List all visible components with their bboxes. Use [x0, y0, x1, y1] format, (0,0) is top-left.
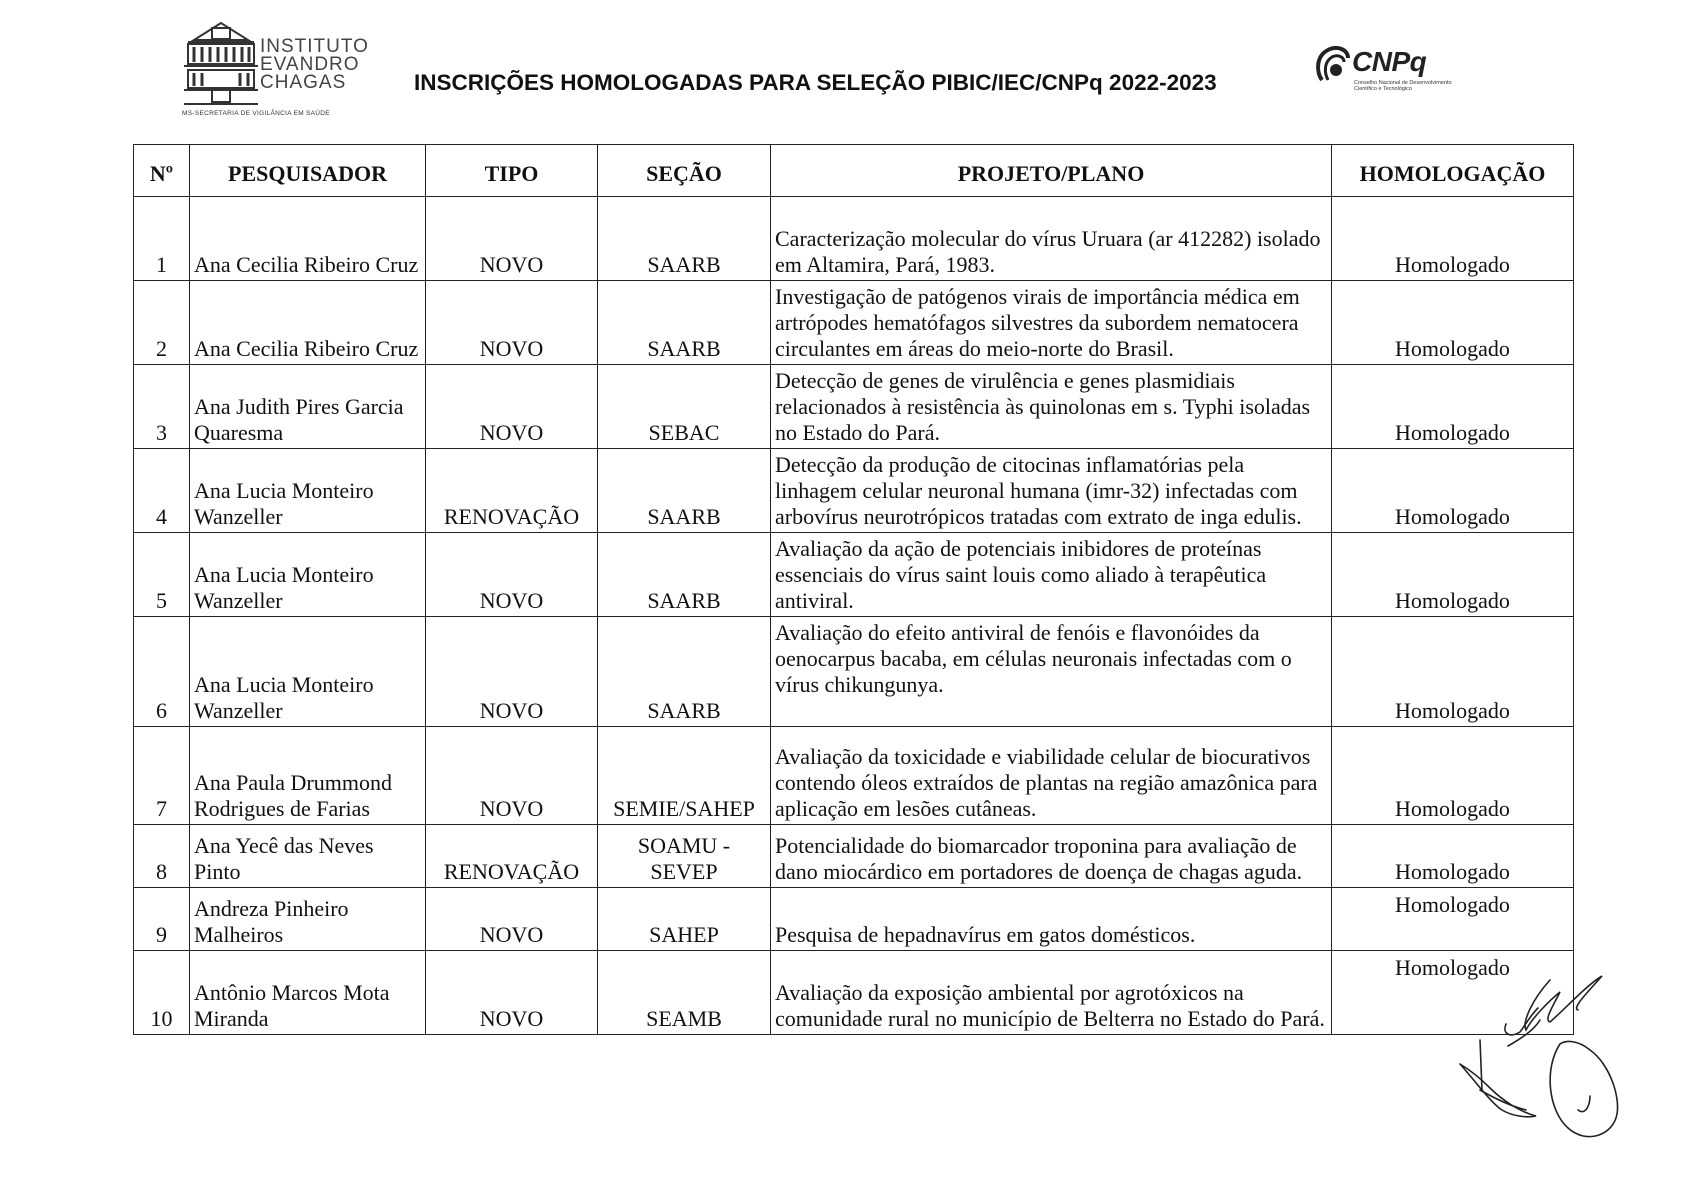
row-number: 1	[134, 197, 190, 281]
researcher-cell: Ana Lucia Monteiro Wanzeller	[190, 617, 426, 727]
researcher-cell: Ana Cecilia Ribeiro Cruz	[190, 281, 426, 365]
institute-line-3: CHAGAS	[260, 72, 347, 93]
row-number: 8	[134, 825, 190, 888]
homologation-cell: Homologado	[1332, 533, 1574, 617]
type-cell: NOVO	[426, 365, 598, 449]
researcher-cell: Ana Paula Drummond Rodrigues de Farias	[190, 727, 426, 825]
table-row	[134, 617, 1574, 727]
section-cell: SAARB	[598, 617, 771, 727]
row-number: 2	[134, 281, 190, 365]
homologation-cell: Homologado	[1332, 365, 1574, 449]
homologation-cell: Homologado	[1332, 888, 1574, 951]
institute-logo	[182, 20, 369, 120]
project-cell: Avaliação da toxicidade e viabilidade celular de biocurativos contendo óleos extraídos de plantas na região amazônica para aplicação em lesões cutâneas.	[771, 727, 1332, 825]
table-row	[134, 727, 1574, 825]
institute-line-2: EVANDRO	[260, 54, 360, 75]
header-type: TIPO	[426, 145, 598, 197]
section-cell: SEMIE/SAHEP	[598, 727, 771, 825]
row-number: 6	[134, 617, 190, 727]
project-cell: Detecção de genes de virulência e genes plasmidiais relacionados à resistência às quinolonas em s. Typhi isoladas no Estado do Pará.	[771, 365, 1332, 449]
table-row	[134, 825, 1574, 888]
page-header	[0, 0, 1685, 140]
cnpq-wordmark: CNPq	[1352, 46, 1427, 77]
section-cell: SEBAC	[598, 365, 771, 449]
row-number: 9	[134, 888, 190, 951]
handwritten-signatures	[1440, 960, 1660, 1160]
section-cell: SAARB	[598, 197, 771, 281]
project-cell: Detecção da produção de citocinas inflamatórias pela linhagem celular neuronal humana (imr-32) infectadas com arbovírus neurotrópicos tratadas com extrato de inga edulis.	[771, 449, 1332, 533]
researcher-cell: Ana Lucia Monteiro Wanzeller	[190, 449, 426, 533]
row-number: 4	[134, 449, 190, 533]
table-row	[134, 281, 1574, 365]
type-cell: NOVO	[426, 727, 598, 825]
table-row	[134, 533, 1574, 617]
header-section: SEÇÃO	[598, 145, 771, 197]
table-row	[134, 449, 1574, 533]
type-cell: RENOVAÇÃO	[426, 449, 598, 533]
cnpq-logo	[1314, 44, 1454, 104]
researcher-cell: Ana Cecilia Ribeiro Cruz	[190, 197, 426, 281]
table-row	[134, 951, 1574, 1035]
researcher-cell: Antônio Marcos Mota Miranda	[190, 951, 426, 1035]
type-cell: NOVO	[426, 197, 598, 281]
section-cell: SAARB	[598, 281, 771, 365]
homologation-cell: Homologado	[1332, 197, 1574, 281]
cnpq-emblem-icon	[1314, 44, 1352, 84]
header-number: Nº	[134, 145, 190, 197]
row-number: 10	[134, 951, 190, 1035]
section-cell: SAHEP	[598, 888, 771, 951]
project-cell: Avaliação do efeito antiviral de fenóis e flavonóides da oenocarpus bacaba, em células neuronais infectadas com o vírus chikungunya.	[771, 617, 1332, 727]
institute-name	[260, 36, 369, 93]
homologation-cell: Homologado	[1332, 951, 1574, 1035]
type-cell: NOVO	[426, 888, 598, 951]
institute-subtitle: MS-SECRETARIA DE VIGILÂNCIA EM SAÚDE	[182, 110, 330, 117]
type-cell: NOVO	[426, 617, 598, 727]
project-cell: Avaliação da ação de potenciais inibidores de proteínas essenciais do vírus saint louis como aliado à terapêutica antiviral.	[771, 533, 1332, 617]
project-cell: Investigação de patógenos virais de importância médica em artrópodes hematófagos silvestres da subordem nematocera circulantes em áreas do meio-norte do Brasil.	[771, 281, 1332, 365]
page-title: INSCRIÇÕES HOMOLOGADAS PARA SELEÇÃO PIBIC/IEC/CNPq 2022-2023	[414, 70, 1217, 95]
homologation-cell: Homologado	[1332, 617, 1574, 727]
researcher-cell: Ana Judith Pires Garcia Quaresma	[190, 365, 426, 449]
row-number: 3	[134, 365, 190, 449]
table-row	[134, 888, 1574, 951]
project-cell: Pesquisa de hepadnavírus em gatos domésticos.	[771, 888, 1332, 951]
institute-line-1: INSTITUTO	[260, 36, 369, 57]
header-homologation: HOMOLOGAÇÃO	[1332, 145, 1574, 197]
type-cell: NOVO	[426, 281, 598, 365]
homologation-table	[133, 144, 1574, 1035]
header-researcher: PESQUISADOR	[190, 145, 426, 197]
section-cell: SEAMB	[598, 951, 771, 1035]
project-cell: Potencialidade do biomarcador troponina para avaliação de dano miocárdico em portadores de doença de chagas aguda.	[771, 825, 1332, 888]
cnpq-fineprint: Conselho Nacional de Desenvolvimento Científico e Tecnológico	[1354, 80, 1452, 92]
header-project: PROJETO/PLANO	[771, 145, 1332, 197]
institute-building-icon	[182, 20, 260, 108]
homologation-cell: Homologado	[1332, 449, 1574, 533]
row-number: 5	[134, 533, 190, 617]
project-cell: Caracterização molecular do vírus Uruara (ar 412282) isolado em Altamira, Pará, 1983.	[771, 197, 1332, 281]
table-row	[134, 197, 1574, 281]
table-header-row	[134, 145, 1574, 197]
type-cell: RENOVAÇÃO	[426, 825, 598, 888]
researcher-cell: Andreza Pinheiro Malheiros	[190, 888, 426, 951]
table-row	[134, 365, 1574, 449]
researcher-cell: Ana Lucia Monteiro Wanzeller	[190, 533, 426, 617]
homologation-cell: Homologado	[1332, 281, 1574, 365]
homologation-cell: Homologado	[1332, 825, 1574, 888]
row-number: 7	[134, 727, 190, 825]
homologation-cell: Homologado	[1332, 727, 1574, 825]
researcher-cell: Ana Yecê das Neves Pinto	[190, 825, 426, 888]
section-cell: SOAMU - SEVEP	[598, 825, 771, 888]
type-cell: NOVO	[426, 533, 598, 617]
section-cell: SAARB	[598, 449, 771, 533]
section-cell: SAARB	[598, 533, 771, 617]
type-cell: NOVO	[426, 951, 598, 1035]
project-cell: Avaliação da exposição ambiental por agrotóxicos na comunidade rural no município de Belterra no Estado do Pará.	[771, 951, 1332, 1035]
